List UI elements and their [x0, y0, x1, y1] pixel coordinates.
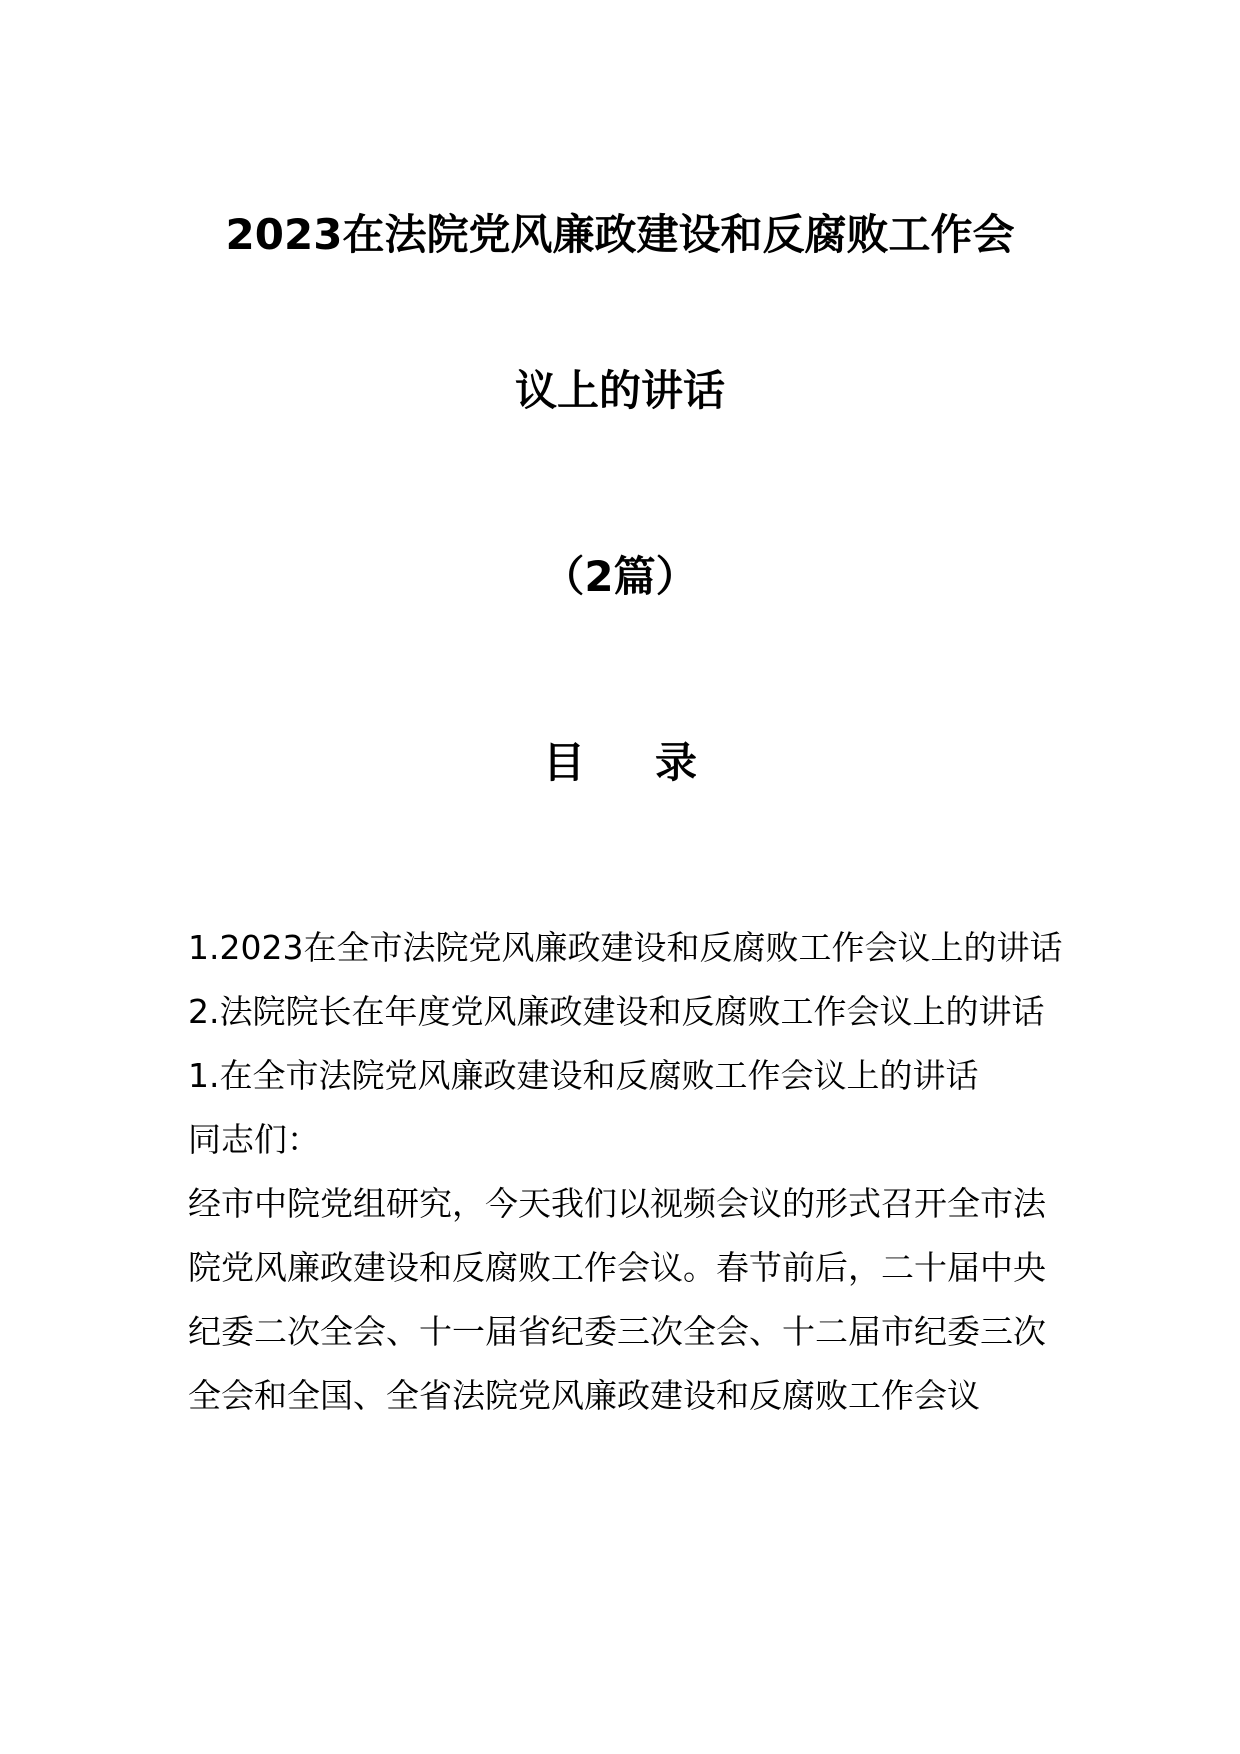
toc-item-1[interactable]: 1.2023在全市法院党风廉政建设和反腐败工作会议上的讲话: [188, 928, 1063, 967]
toc-item-2[interactable]: 2.法院院长在年度党风廉政建设和反腐败工作会议上的讲话: [188, 992, 1045, 1031]
article-count: （2篇）: [542, 552, 698, 601]
body-paragraph: 经市中院党组研究，今天我们以视频会议的形式召开全市法院党风廉政建设和反腐败工作会议。春节前后，二十届中央纪委二次全会、十一届省纪委三次全会、十二届市纪委三次全会和全国、全省法院党风廉政建设和反腐败工作会议: [188, 1184, 1046, 1415]
salutation: 同志们：: [188, 1120, 320, 1159]
article-heading: 1.在全市法院党风廉政建设和反腐败工作会议上的讲话: [188, 1056, 979, 1095]
document-title-line-2: 议上的讲话: [514, 366, 725, 415]
toc-heading: [0, 738, 1240, 787]
document-body: [188, 916, 1063, 1428]
document-title-line-1: 2023在法院党风廉政建设和反腐败工作会: [225, 210, 1015, 259]
toc-heading-char-2: 录: [655, 738, 698, 787]
toc-heading-char-1: 目: [542, 738, 585, 787]
